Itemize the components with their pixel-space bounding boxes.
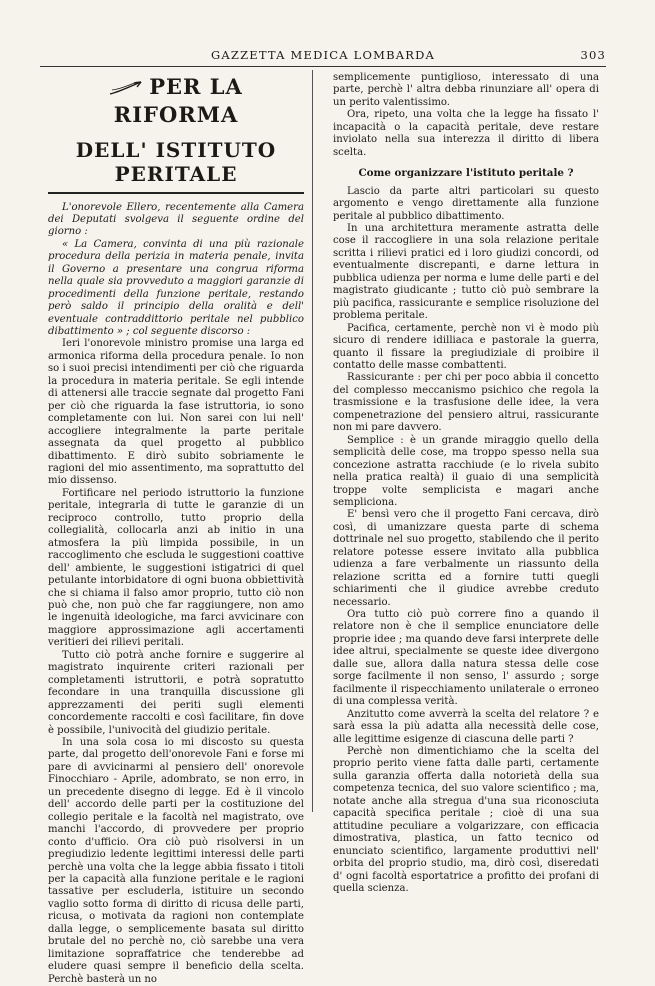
section-subheading: Come organizzare l'istituto peritale ? <box>358 167 574 180</box>
column-divider <box>312 70 313 812</box>
body-paragraph: E' bensì vero che il progetto Fani cercava, dirò così, di umanizzare questa parte di schema dottrinale nel suo progetto, stabilendo che il perito relatore potesse essere invitato alla pubblica udienza a fare verbalmente un riassunto della relazione scritta ed a fornire tutti quegli schiarimenti che il giudice avrebbe creduto necessario. <box>333 509 599 608</box>
body-paragraph: Semplice : è un grande miraggio quello della semplicità delle cose, ma troppo spesso nella sua concezione astratta racchiude (e lo rivela subito nella pratica realtà) il guaio di una semplicità troppe volte semplicista e magari anche sempliciona. <box>333 434 599 508</box>
body-paragraph: Ora tutto ciò può correre fino a quando il relatore non è che il semplice enunciatore delle proprie idee ; ma quando deve farsi interprete delle idee altrui, specialmente se queste idee divergono dalle sue, allora dalla natura stessa delle cose sorge facilmente il non senso, l' assurdo ; sorge facilmente il rispecchiamento unilaterale o erroneo di una complessa verità. <box>333 609 600 708</box>
body-paragraph: Tutto ciò potrà anche fornire e suggerire al magistrato inquirente criteri razionali per completamenti istruttorii, e potrà sopratutto fecondare in una tranquilla discussione gli apprezzamenti dei periti sugli elementi concordemente raccolti e così facilitare, fin dove è possibile, l'univocità del giudizio peritale. <box>48 649 304 736</box>
journal-title: GAZZETTA MEDICA LOMBARDA <box>210 48 436 62</box>
right-column <box>333 72 599 895</box>
body-paragraph: Fortificare nel periodo istruttorio la funzione peritale, integrarla di tutte le garanzie di un reciproco controllo, tutto proprio della collegialità, collocarla anzi ab initio in una atmosfera la più limpida possibile, in un raccoglimento che escluda le suggestioni coattive dell' ambiente, le suggestioni istigatrici di quel petulante intorbidatore di ogni buona obbiettività che si chiama il falso amor proprio, tutto ciò non può che, non può che far raggiungere, non amo le ingenuità ideologiche, ma farci avvicinare con maggiore approssimazione agli accertamenti veritieri dei rilievi peritali. <box>48 487 304 649</box>
body-paragraph: Anzitutto come avverrà la scelta del relatore ? e sarà essa la più adatta alla necessità delle cose, alle legittime esigenze di ciascuna delle parti ? <box>333 708 599 745</box>
intro-paragraph: L'onorevole Ellero, recentemente alla Camera dei Deputati svolgeva il seguente ordine del giorno : <box>48 201 304 238</box>
running-header <box>40 46 606 68</box>
article-title-block <box>48 74 304 194</box>
article-title-line2: DELL' ISTITUTO PERITALE <box>75 137 277 186</box>
body-paragraph: Pacifica, certamente, perchè non vi è modo più sicuro di rendere idilliaca e pastorale la guerra, quanto il fissare la pregiudiziale di proibire il contatto delle masse combattenti. <box>333 322 599 371</box>
title-line1-text: PER LA RIFORMA <box>113 74 243 127</box>
title-rule <box>48 192 304 194</box>
body-paragraph: Perchè non dimentichiamo che la scelta del proprio perito viene fatta dalle parti, certamente sulla garanzia offerta dalla notorietà della sua competenza tecnica, del suo valore scientifico ; ma, notate anche alla stregua d'una sua riconosciuta capacità specifica peritale ; cioè di una sua attitudine peculiare a volgarizzare, con efficacia dimostrativa, plastica, un fatto tecnico od enunciato scientifico, largamente produttivi nell' orbita del proprio studio, ma, dirò così, diseredati d' ogni facoltà esportatrice a profitto dei profani di quella scienza. <box>333 746 599 894</box>
header-rule <box>40 66 606 67</box>
continued-paragraph: semplicemente puntiglioso, interessato di una parte, perchè l' altra debba rinunziare all' opera di un perito valentissimo. <box>333 72 599 108</box>
body-paragraph: In una sola cosa io mi discosto su questa parte, dal progetto dell'onorevole Fani e forse mi pare di avvicinarmi al pensiero dell' onorevole Finocchiaro - Aprile, adombrato, se non erro, in un precedente disegno di legge. Ed è il vincolo dell' accordo delle parti per la costituzione del collegio peritale e la facoltà nel magistrato, ove manchi l'accordo, di provvedere per proprio conto d'ufficio. Ora ciò può risolversi in un pregiudizio ledente legittimi interessi delle parti perchè una volta che la legge abbia fissato i titoli per la capacità alla funzione peritale e le ragioni tassative per escluderla, istituire un secondo vaglio sotto forma di diritto di ricusa delle parti, ricusa, o motivata da ragioni non contemplate dalla legge, o semplicemente basata sul diritto brutale del no perchè no, ciò sarebbe una vera limitazione sopraffatrice che tenderebbe ad eludere quasi sempre il beneficio della scelta. Perchè basterà un no <box>48 736 304 985</box>
article-title-line1 <box>48 74 304 128</box>
page-number: 303 <box>580 48 606 62</box>
left-column <box>48 72 304 986</box>
body-paragraph: Ieri l'onorevole ministro promise una larga ed armonica riforma della procedura penale. Io non so i suoi precisi intendimenti per ciò che riguarda la procedura in materia peritale. Se egli intende di attenersi alle traccie segnate dal progetto Fani per ciò che riguarda la fase istruttoria, io sono completamente con lui. Non sarei con lui nell' accogliere integralmente la parte peritale assegnata da quel progetto al pubblico dibattimento. E dirò subito sobriamente le ragioni del mio assentimento, ma soprattutto del mio dissenso. <box>48 338 304 487</box>
body-paragraph: Ora, ripeto, una volta che la legge ha fissato l' incapacità o la capacità peritale, deve restare inviolato nella sua interezza il diritto di libera scelta. <box>333 109 599 158</box>
pointing-arrow-icon <box>109 76 143 102</box>
body-paragraph: Lascio da parte altri particolari su questo argomento e vengo direttamente alla funzione peritale al pubblico dibattimento. <box>333 185 599 222</box>
motion-paragraph: « La Camera, convinta di una più razionale procedura della perizia in materia penale, invita il Governo a presentare una congrua riforma nella quale sia provveduto a maggiori garanzie di procedimenti della funzione peritale, restando però saldo il principio della oralità e dell' eventuale contraddittorio peritale nel pubblico dibattimento » ; col seguente discorso : <box>48 238 304 338</box>
body-paragraph: Rassicurante : per chi per poco abbia il concetto del complesso meccanismo psichico che regola la trasmissione e la trasfusione delle idee, la vera compenetrazione del pensiero altrui, rassicurante non mi pare davvero. <box>333 372 599 434</box>
body-paragraph: In una architettura meramente astratta delle cose il raccogliere in una sola relazione peritale scritta i rilievi pratici ed i loro giudizi concordi, od eventualmente discrepanti, e darne lettura in pubblica udienza per norma e lume delle parti e del magistrato giudicante ; tutto ciò può sembrare la più pacifica, rassicurante e semplice risoluzione del problema peritale. <box>333 222 599 322</box>
